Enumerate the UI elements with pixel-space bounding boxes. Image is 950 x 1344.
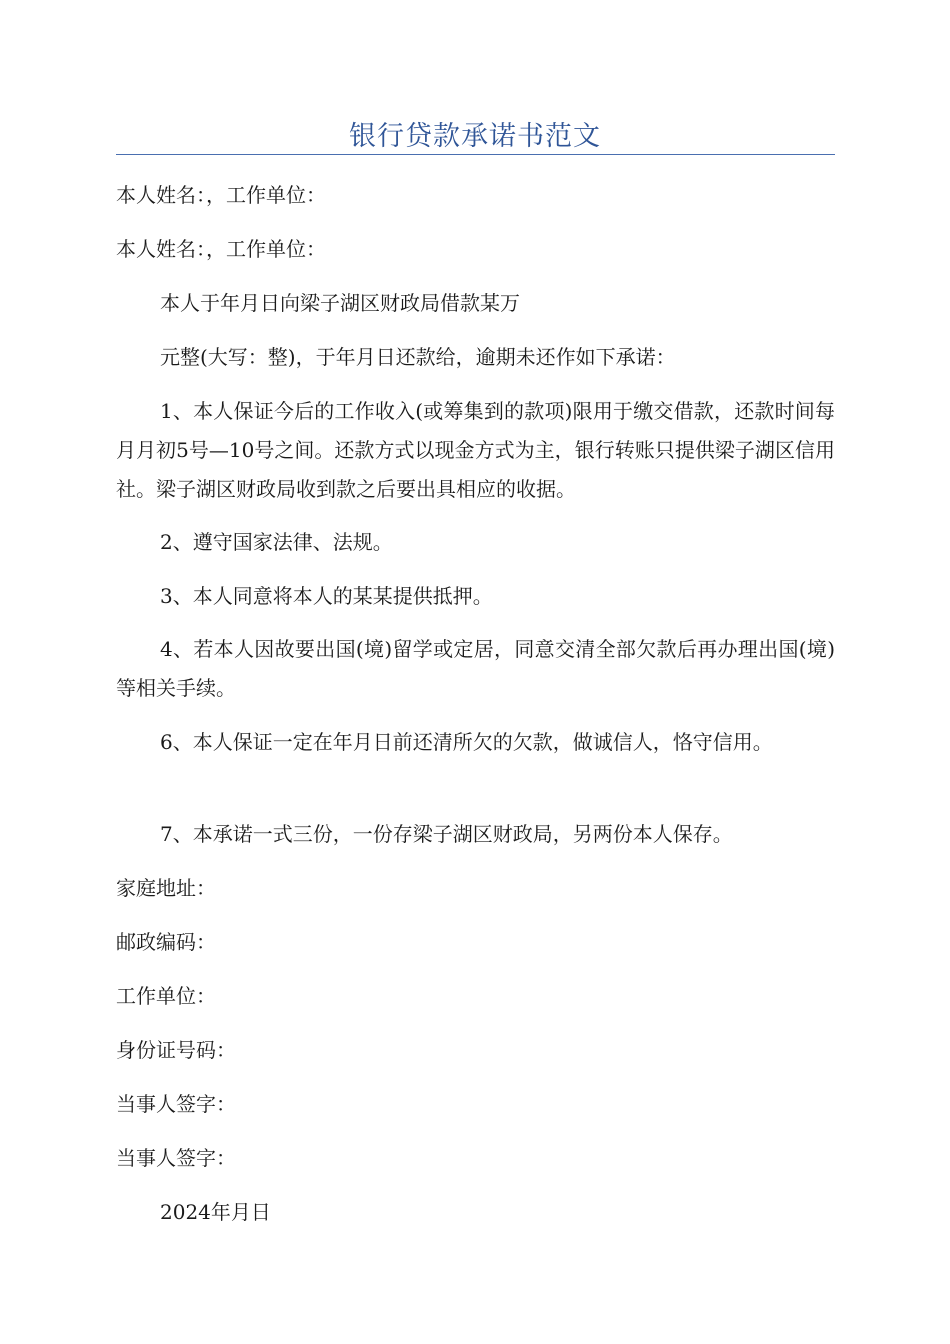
clause-6: 6、本人保证一定在年月日前还清所欠的欠款，做诚信人，恪守信用。 [160, 730, 773, 754]
header-line-2: 本人姓名：，工作单位： [116, 237, 326, 261]
clause-7: 7、本承诺一式三份，一份存梁子湖区财政局，另两份本人保存。 [160, 822, 733, 846]
clause-2: 2、遵守国家法律、法规。 [160, 530, 393, 554]
document-title: 银行贷款承诺书范文 [349, 121, 601, 152]
intro-line-2: 元整(大写：整)，于年月日还款给，逾期未还作如下承诺： [160, 345, 676, 369]
clause-3: 3、本人同意将本人的某某提供抵押。 [160, 584, 493, 608]
clause-1: 1、本人保证今后的工作收入(或筹集到的款项)限用于缴交借款，还款时间每月月初5号—10号之间。还款方式以现金方式为主，银行转账只提供梁子湖区信用社。梁子湖区财政局收到款之后要出具相应的收据。 [116, 399, 835, 501]
title-underline [116, 154, 835, 155]
intro-line-1: 本人于年月日向梁子湖区财政局借款某万 [160, 291, 520, 315]
field-id-number: 身份证号码： [116, 1038, 236, 1062]
field-postal-code: 邮政编码： [116, 930, 216, 954]
field-home-address: 家庭地址： [116, 876, 216, 900]
header-line-1: 本人姓名：，工作单位： [116, 183, 326, 207]
field-work-unit: 工作单位： [116, 984, 216, 1008]
clause-4: 4、若本人因故要出国(境)留学或定居，同意交清全部欠款后再办理出国(境)等相关手续。 [116, 637, 835, 700]
field-signature-1: 当事人签字： [116, 1092, 236, 1116]
document-date: 2024年月日 [160, 1200, 271, 1224]
field-signature-2: 当事人签字： [116, 1146, 236, 1170]
